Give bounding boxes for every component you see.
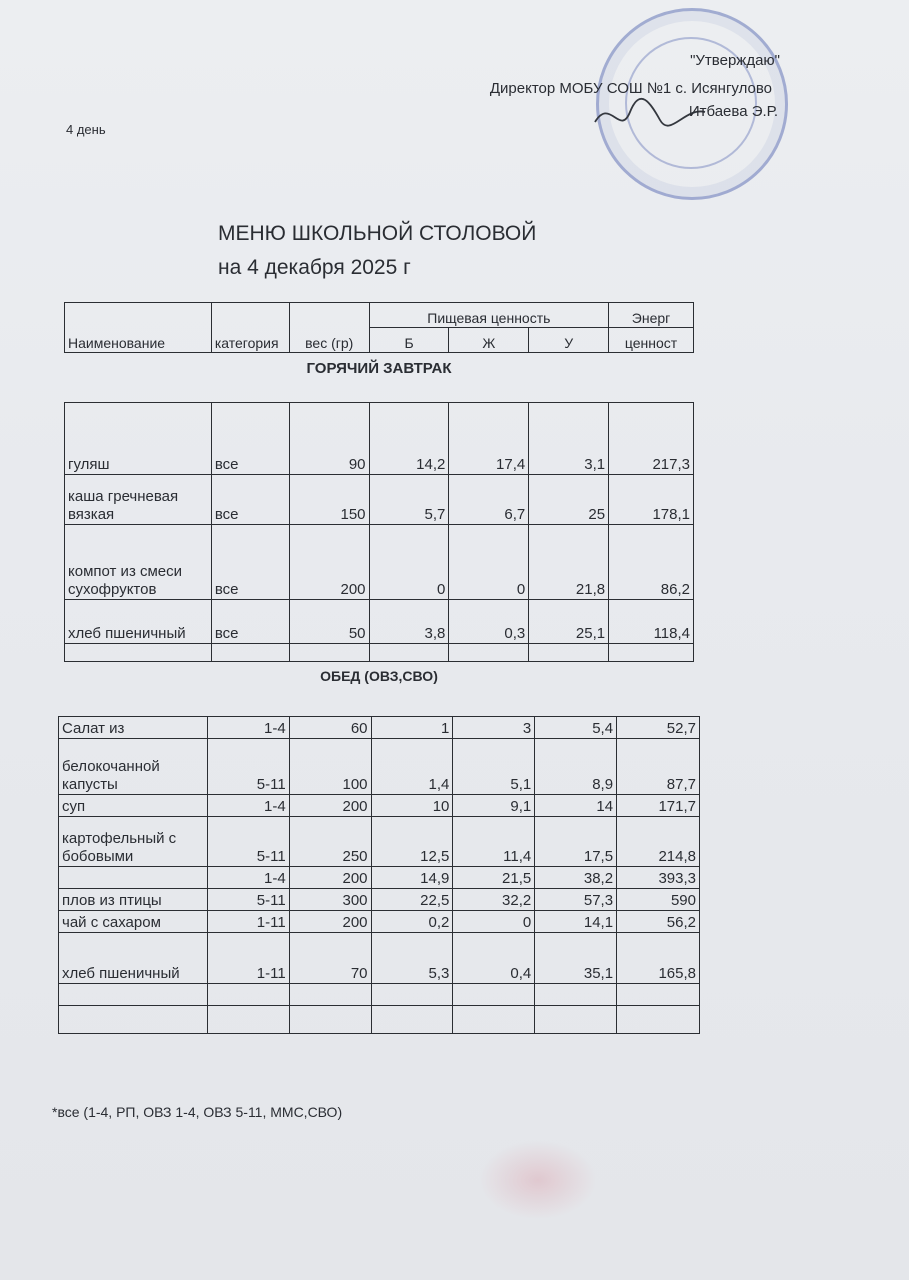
lunch-cell-zh: 5,1 <box>453 739 535 795</box>
lunch-cell-cat: 1-4 <box>207 795 289 817</box>
lunch-empty-cell <box>617 984 700 1006</box>
lunch-row <box>59 717 700 739</box>
breakfast-empty-cell <box>369 644 449 662</box>
breakfast-empty-cell <box>529 644 609 662</box>
lunch-cell-zh: 21,5 <box>453 867 535 889</box>
menu-header-table <box>64 302 694 353</box>
lunch-cell-name: суп <box>59 795 208 817</box>
lunch-cell-cat: 1-11 <box>207 933 289 984</box>
col-carb-header: У <box>529 328 609 353</box>
lunch-cell-name: Салат из <box>59 717 208 739</box>
breakfast-row <box>65 403 694 475</box>
lunch-empty-cell <box>289 1006 371 1034</box>
lunch-row <box>59 889 700 911</box>
lunch-cell-b: 0,2 <box>371 911 453 933</box>
lunch-cell-zh: 11,4 <box>453 817 535 867</box>
lunch-cell-e: 214,8 <box>617 817 700 867</box>
lunch-cell-cat: 5-11 <box>207 889 289 911</box>
lunch-cell-e: 52,7 <box>617 717 700 739</box>
breakfast-cell-cat: все <box>211 600 289 644</box>
breakfast-cell-w: 150 <box>289 475 369 525</box>
breakfast-cell-w: 90 <box>289 403 369 475</box>
lunch-cell-b: 10 <box>371 795 453 817</box>
breakfast-cell-b: 14,2 <box>369 403 449 475</box>
lunch-cell-b: 1 <box>371 717 453 739</box>
breakfast-table <box>64 402 694 662</box>
breakfast-cell-u: 25 <box>529 475 609 525</box>
lunch-cell-name <box>59 867 208 889</box>
breakfast-cell-name: компот из смеси сухофруктов <box>65 525 212 600</box>
breakfast-row <box>65 475 694 525</box>
breakfast-cell-b: 0 <box>369 525 449 600</box>
col-energy-header-bottom: ценност <box>609 328 694 353</box>
breakfast-cell-e: 217,3 <box>609 403 694 475</box>
breakfast-empty-cell <box>289 644 369 662</box>
lunch-cell-e: 87,7 <box>617 739 700 795</box>
breakfast-cell-w: 200 <box>289 525 369 600</box>
lunch-cell-b: 12,5 <box>371 817 453 867</box>
lunch-cell-cat: 5-11 <box>207 739 289 795</box>
lunch-empty-cell <box>617 1006 700 1034</box>
lunch-cell-name: картофельный с бобовыми <box>59 817 208 867</box>
breakfast-cell-b: 5,7 <box>369 475 449 525</box>
breakfast-heading: ГОРЯЧИЙ ЗАВТРАК <box>306 360 452 377</box>
breakfast-cell-zh: 0 <box>449 525 529 600</box>
lunch-cell-zh: 0 <box>453 911 535 933</box>
lunch-row <box>59 867 700 889</box>
lunch-cell-w: 100 <box>289 739 371 795</box>
breakfast-cell-e: 86,2 <box>609 525 694 600</box>
lunch-cell-w: 70 <box>289 933 371 984</box>
lunch-cell-name: белокочанной капусты <box>59 739 208 795</box>
lunch-cell-b: 1,4 <box>371 739 453 795</box>
col-name-header: Наименование <box>65 303 212 353</box>
breakfast-cell-cat: все <box>211 475 289 525</box>
breakfast-empty-cell <box>211 644 289 662</box>
lunch-empty-row <box>59 984 700 1006</box>
breakfast-cell-name: хлеб пшеничный <box>65 600 212 644</box>
lunch-cell-cat: 1-11 <box>207 911 289 933</box>
breakfast-empty-cell <box>449 644 529 662</box>
breakfast-empty-cell <box>609 644 694 662</box>
lunch-table <box>58 716 700 1034</box>
lunch-heading: ОБЕД (ОВЗ,СВО) <box>320 668 438 684</box>
lunch-empty-cell <box>535 984 617 1006</box>
lunch-cell-w: 200 <box>289 911 371 933</box>
lunch-cell-cat: 1-4 <box>207 717 289 739</box>
footnote: *все (1-4, РП, ОВЗ 1-4, ОВЗ 5-11, ММС,СВО) <box>52 1104 343 1120</box>
director-title: Директор МОБУ СОШ №1 с. Исянгулово <box>489 80 772 97</box>
lunch-cell-u: 14 <box>535 795 617 817</box>
stain <box>478 1140 598 1220</box>
lunch-cell-w: 250 <box>289 817 371 867</box>
breakfast-cell-name: гуляш <box>65 403 212 475</box>
lunch-cell-u: 5,4 <box>535 717 617 739</box>
page-title: МЕНЮ ШКОЛЬНОЙ СТОЛОВОЙ <box>218 222 537 245</box>
lunch-empty-cell <box>207 1006 289 1034</box>
lunch-cell-u: 35,1 <box>535 933 617 984</box>
col-weight-header: вес (гр) <box>289 303 369 353</box>
lunch-cell-e: 171,7 <box>617 795 700 817</box>
lunch-cell-w: 60 <box>289 717 371 739</box>
lunch-cell-w: 200 <box>289 867 371 889</box>
lunch-row <box>59 933 700 984</box>
lunch-cell-cat: 1-4 <box>207 867 289 889</box>
lunch-cell-name: хлеб пшеничный <box>59 933 208 984</box>
lunch-row <box>59 911 700 933</box>
lunch-cell-zh: 3 <box>453 717 535 739</box>
lunch-cell-e: 393,3 <box>617 867 700 889</box>
breakfast-cell-zh: 6,7 <box>449 475 529 525</box>
col-fat-header: Ж <box>449 328 529 353</box>
breakfast-empty-row <box>65 644 694 662</box>
lunch-empty-row <box>59 1006 700 1034</box>
lunch-cell-b: 22,5 <box>371 889 453 911</box>
lunch-row <box>59 817 700 867</box>
breakfast-cell-u: 21,8 <box>529 525 609 600</box>
breakfast-cell-cat: все <box>211 525 289 600</box>
lunch-cell-zh: 0,4 <box>453 933 535 984</box>
breakfast-cell-e: 118,4 <box>609 600 694 644</box>
lunch-cell-w: 200 <box>289 795 371 817</box>
breakfast-empty-cell <box>65 644 212 662</box>
breakfast-cell-u: 3,1 <box>529 403 609 475</box>
lunch-empty-cell <box>59 984 208 1006</box>
lunch-cell-zh: 32,2 <box>453 889 535 911</box>
lunch-row <box>59 795 700 817</box>
lunch-empty-cell <box>371 984 453 1006</box>
lunch-cell-zh: 9,1 <box>453 795 535 817</box>
approval-label: "Утверждаю" <box>690 52 780 69</box>
lunch-empty-cell <box>207 984 289 1006</box>
lunch-cell-name: плов из птицы <box>59 889 208 911</box>
lunch-cell-u: 8,9 <box>535 739 617 795</box>
lunch-empty-cell <box>371 1006 453 1034</box>
lunch-empty-cell <box>59 1006 208 1034</box>
breakfast-cell-w: 50 <box>289 600 369 644</box>
lunch-cell-u: 14,1 <box>535 911 617 933</box>
breakfast-cell-u: 25,1 <box>529 600 609 644</box>
lunch-row <box>59 739 700 795</box>
breakfast-cell-zh: 0,3 <box>449 600 529 644</box>
lunch-cell-name: чай с сахаром <box>59 911 208 933</box>
col-nutrition-header: Пищевая ценность <box>369 303 608 328</box>
lunch-empty-cell <box>289 984 371 1006</box>
col-energy-header-top: Энерг <box>609 303 694 328</box>
day-label: 4 день <box>66 122 106 137</box>
lunch-empty-cell <box>535 1006 617 1034</box>
page-subtitle: на 4 декабря 2025 г <box>218 256 411 279</box>
breakfast-row <box>65 525 694 600</box>
lunch-cell-e: 590 <box>617 889 700 911</box>
lunch-cell-u: 38,2 <box>535 867 617 889</box>
lunch-cell-cat: 5-11 <box>207 817 289 867</box>
lunch-cell-b: 14,9 <box>371 867 453 889</box>
breakfast-cell-name: каша гречневая вязкая <box>65 475 212 525</box>
lunch-cell-b: 5,3 <box>371 933 453 984</box>
col-protein-header: Б <box>369 328 449 353</box>
breakfast-cell-zh: 17,4 <box>449 403 529 475</box>
col-category-header: категория <box>211 303 289 353</box>
lunch-cell-u: 17,5 <box>535 817 617 867</box>
lunch-cell-w: 300 <box>289 889 371 911</box>
lunch-cell-u: 57,3 <box>535 889 617 911</box>
breakfast-row <box>65 600 694 644</box>
lunch-cell-e: 165,8 <box>617 933 700 984</box>
lunch-empty-cell <box>453 1006 535 1034</box>
breakfast-cell-e: 178,1 <box>609 475 694 525</box>
director-name: Итбаева Э.Р. <box>688 103 778 120</box>
lunch-empty-cell <box>453 984 535 1006</box>
breakfast-cell-cat: все <box>211 403 289 475</box>
breakfast-cell-b: 3,8 <box>369 600 449 644</box>
lunch-cell-e: 56,2 <box>617 911 700 933</box>
